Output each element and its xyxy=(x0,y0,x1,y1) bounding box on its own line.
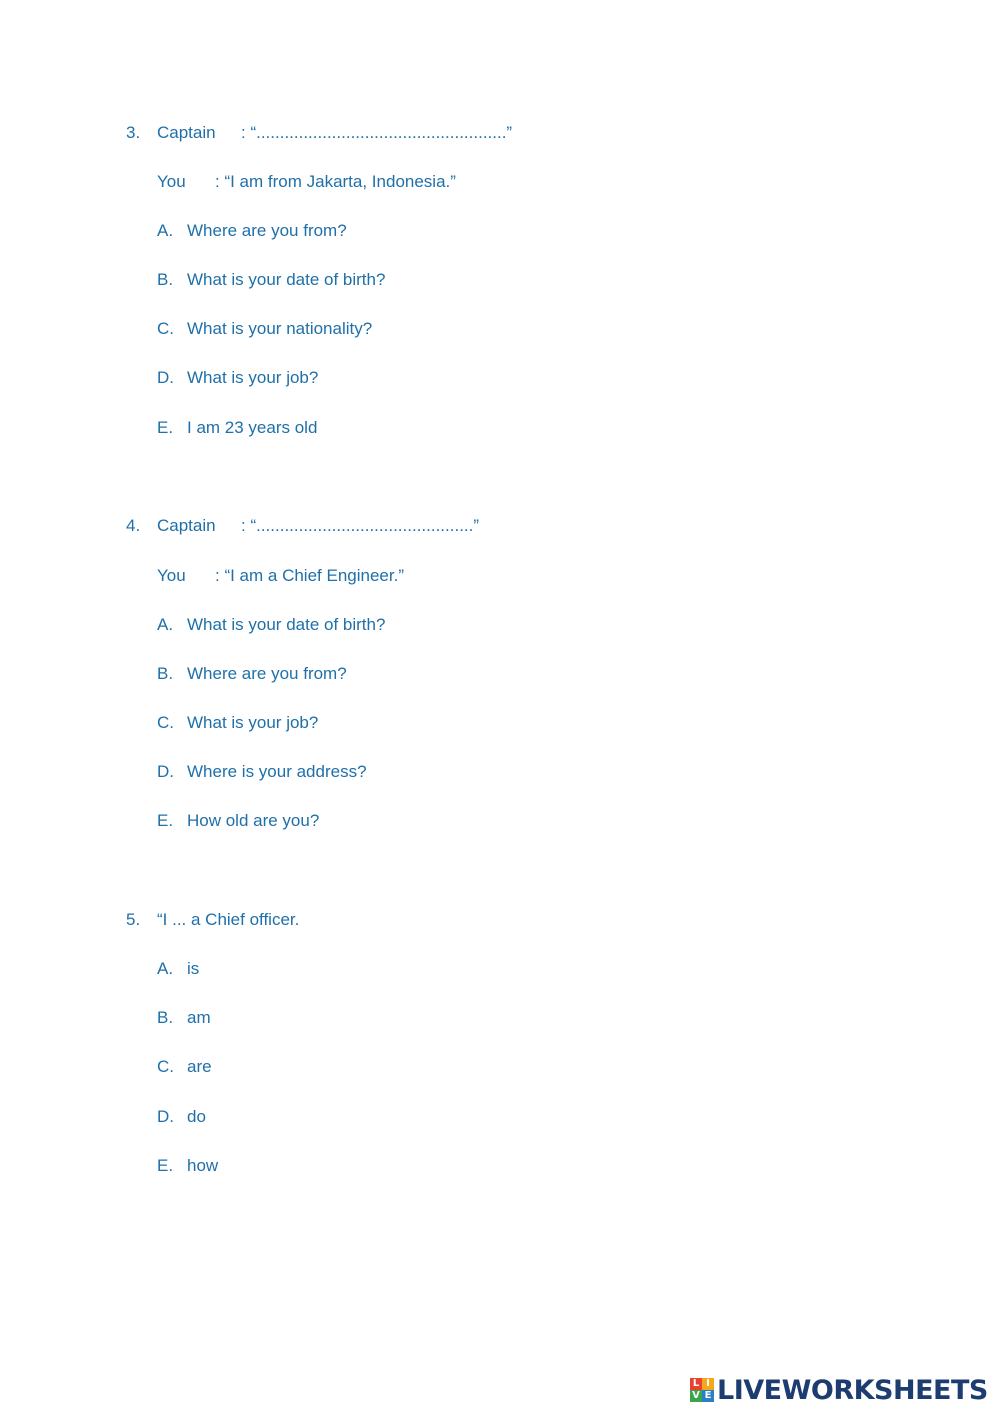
option-letter: A. xyxy=(157,959,174,978)
question-prompt: “I ... a Chief officer. xyxy=(157,910,300,929)
option-letter: B. xyxy=(157,1008,174,1027)
speaker-label-you: You xyxy=(157,172,186,191)
option-letter: E. xyxy=(157,418,174,437)
logo-letter-l: L xyxy=(690,1378,702,1390)
option-text: I am 23 years old xyxy=(187,418,318,437)
option-letter: E. xyxy=(157,811,174,830)
speaker-label-captain: Captain xyxy=(157,123,216,142)
speaker-label-captain: Captain xyxy=(157,516,216,535)
liveworksheets-logo xyxy=(690,1374,988,1406)
option-text: are xyxy=(187,1057,212,1076)
option-letter: A. xyxy=(157,221,174,240)
option-letter: D. xyxy=(157,762,174,781)
option-text: How old are you? xyxy=(187,811,320,830)
option-text: do xyxy=(187,1107,206,1126)
option-letter: C. xyxy=(157,319,174,338)
option-text: What is your date of birth? xyxy=(187,615,386,634)
speaker-label-you: You xyxy=(157,566,186,585)
option-text: am xyxy=(187,1008,211,1027)
option-text: What is your job? xyxy=(187,713,319,732)
brand-name: LIVEWORKSHEETS xyxy=(717,1374,988,1406)
you-answer-text: : “I am from Jakarta, Indonesia.” xyxy=(215,172,456,191)
option-text: is xyxy=(187,959,200,978)
logo-letter-e: E xyxy=(702,1390,714,1402)
logo-letter-v: V xyxy=(690,1390,702,1402)
option-letter: C. xyxy=(157,1057,174,1076)
captain-blank-line: : “..............................................” xyxy=(241,516,480,535)
liveworksheets-logo-icon xyxy=(690,1378,714,1402)
option-letter: D. xyxy=(157,368,174,387)
option-letter: B. xyxy=(157,664,174,683)
option-letter: C. xyxy=(157,713,174,732)
option-text: Where are you from? xyxy=(187,664,347,683)
option-text: Where is your address? xyxy=(187,762,367,781)
question-number: 4. xyxy=(126,516,141,535)
captain-blank-line: : “.....................................................” xyxy=(241,123,513,142)
logo-letter-i: I xyxy=(702,1378,714,1390)
option-text: Where are you from? xyxy=(187,221,347,240)
option-text: What is your nationality? xyxy=(187,319,373,338)
option-text: how xyxy=(187,1156,219,1175)
question-number: 3. xyxy=(126,123,141,142)
option-letter: D. xyxy=(157,1107,174,1126)
option-text: What is your job? xyxy=(187,368,319,387)
option-text: What is your date of birth? xyxy=(187,270,386,289)
option-letter: A. xyxy=(157,615,174,634)
question-number: 5. xyxy=(126,910,141,929)
option-letter: B. xyxy=(157,270,174,289)
option-letter: E. xyxy=(157,1156,174,1175)
you-answer-text: : “I am a Chief Engineer.” xyxy=(215,566,404,585)
